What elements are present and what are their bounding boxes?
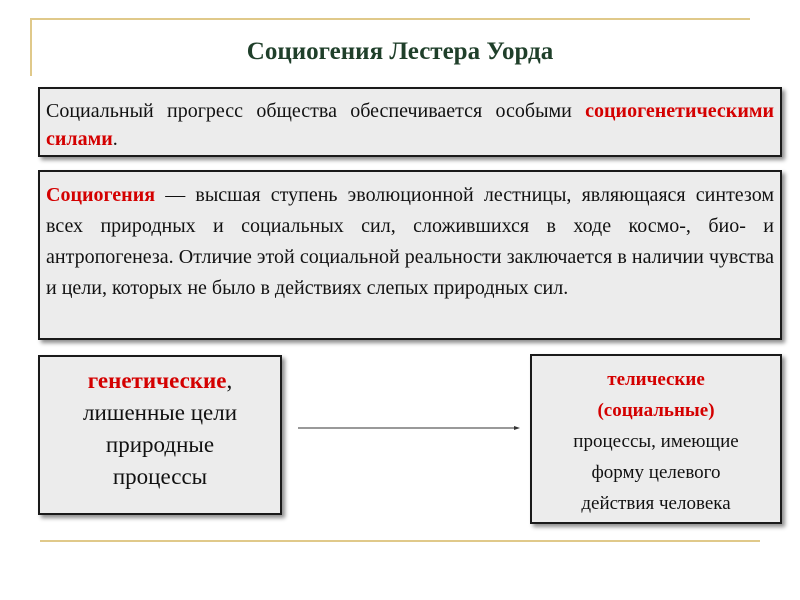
sociogeny-term: Социогения [46,184,156,206]
genetic-comma: , [226,368,233,393]
decorative-bottom-line [40,540,760,542]
decorative-top-line [30,18,750,20]
sociogeny-definition-box [38,170,782,340]
genetic-line-4: процессы [112,464,208,489]
arrow-connector [298,424,520,432]
genetic-term: генетические [87,368,227,393]
telic-line-5: действия человека [581,493,731,514]
sociogeny-definition-text: — высшая ступень эволюционной лестницы, являющаяся синтезом всех природных и социальных сил, сложившихся в ходе космо-, био- и антропогенеза. Отличие этой социальной реальности заключается в наличии чувства и цели, которых не было в действиях слепых природных сил. [46,184,774,299]
telic-line-3: процессы, имеющие [573,431,739,452]
progress-statement-box [38,87,782,157]
genetic-line-1 [44,365,276,397]
social-term: (социальные) [597,400,715,421]
telic-line-4: форму целевого [591,462,721,483]
progress-text-end: . [112,128,118,150]
progress-text: Социальный прогресс общества обеспечивается особыми [46,100,586,122]
telic-term: телические [607,369,705,390]
genetic-line-2: лишенные цели [82,400,238,425]
slide-title: Социогения Лестера Уорда [246,38,554,65]
sociogenetic-forces-highlight: социогенетическими силами [46,100,774,150]
genetic-processes-box [38,355,282,515]
genetic-line-3: природные [105,432,215,457]
telic-processes-box [530,354,782,524]
